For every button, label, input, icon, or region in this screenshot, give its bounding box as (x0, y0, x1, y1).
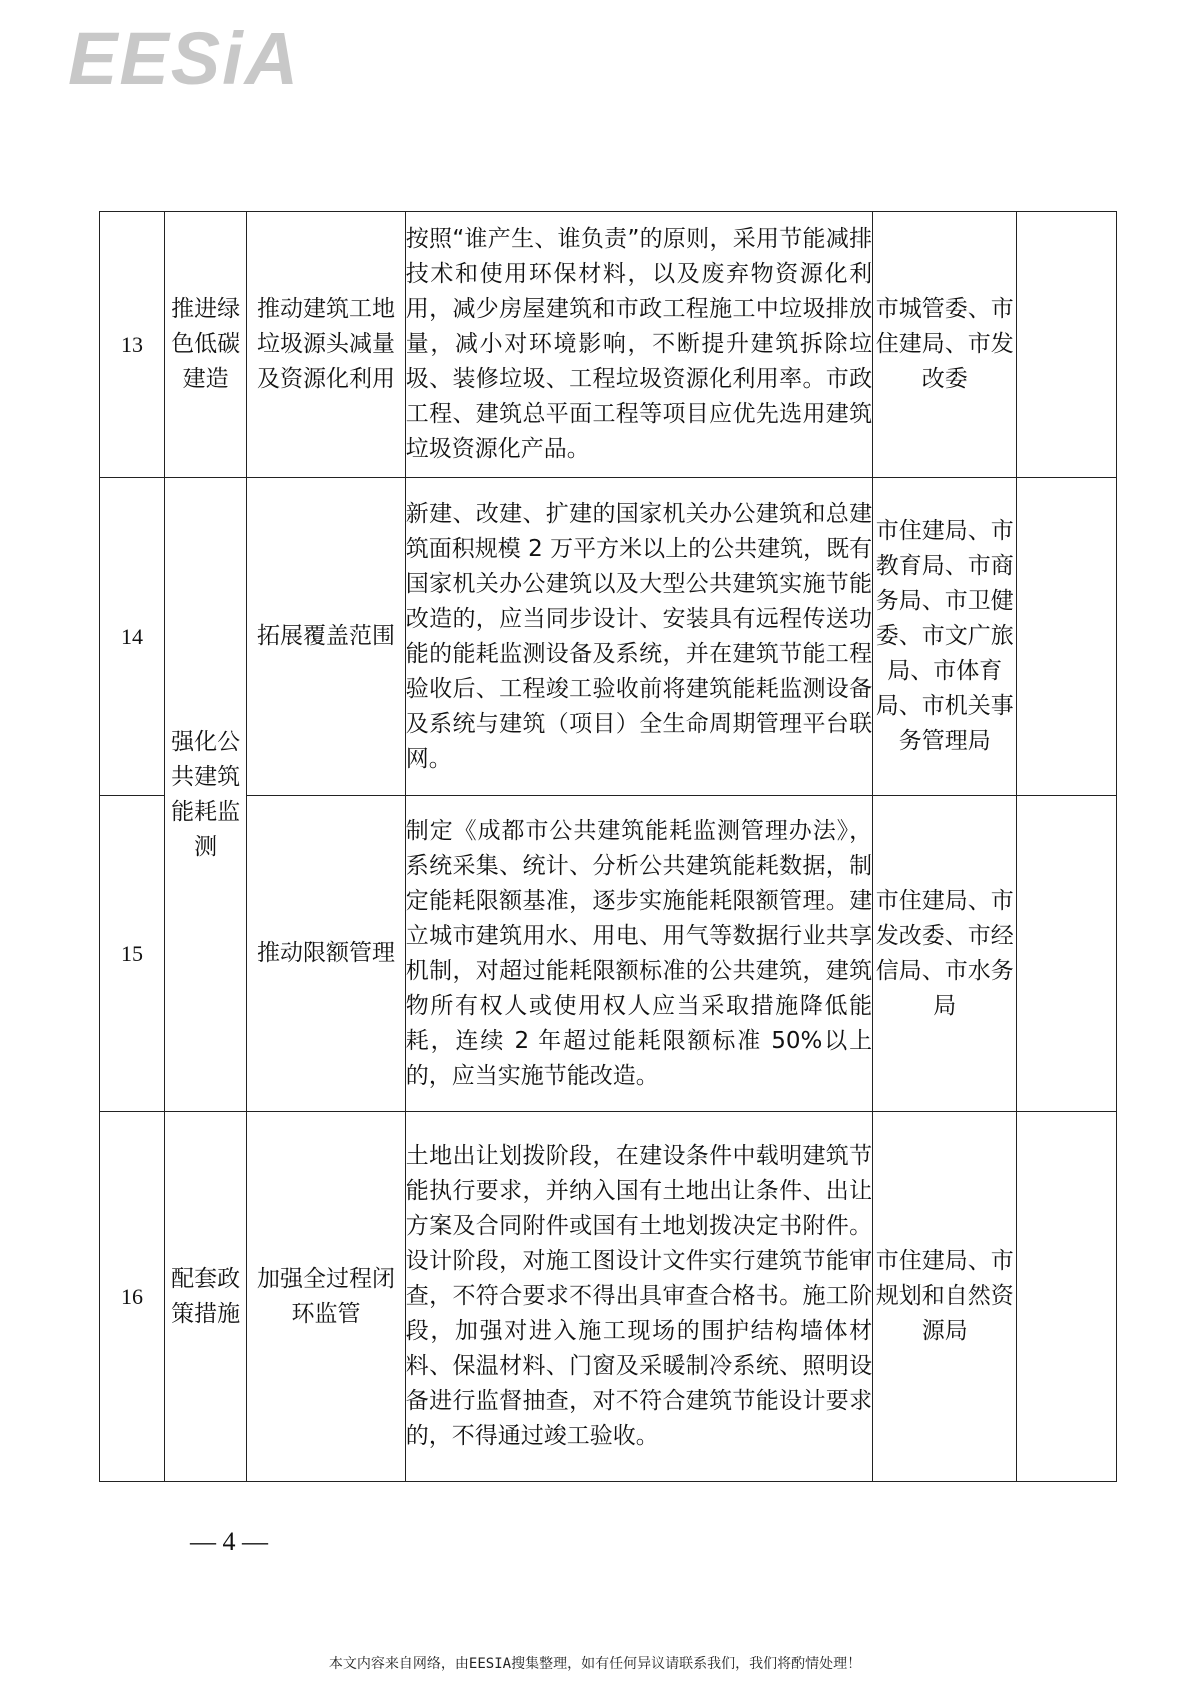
eesia-logo: EESiA (68, 17, 301, 100)
row-number: 13 (100, 212, 165, 478)
row-number: 14 (100, 478, 165, 796)
page-number: — 4 — (190, 1527, 268, 1556)
department-cell: 市城管委、市住建局、市发改委 (873, 212, 1017, 478)
task-cell: 拓展覆盖范围 (247, 478, 405, 796)
content-cell: 按照“谁产生、谁负责”的原则，采用节能减排技术和使用环保材料，以及废弃物资源化利用，减少房屋建筑和市政工程施工中垃圾排放量，减小对环境影响，不断提升建筑拆除垃圾、装修垃圾、工程垃圾资源化利用率。市政工程、建筑总平面工程等项目应优先选用建筑垃圾资源化产品。 (405, 212, 872, 478)
task-cell: 推动建筑工地垃圾源头减量及资源化利用 (247, 212, 405, 478)
table-row (100, 796, 1117, 1112)
note-cell (1017, 1112, 1117, 1482)
task-cell: 推动限额管理 (247, 796, 405, 1112)
table-row (100, 1112, 1117, 1482)
row-number: 15 (100, 796, 165, 1112)
table-row (100, 212, 1117, 478)
category-cell: 配套政策措施 (165, 1112, 247, 1482)
note-cell (1017, 478, 1117, 796)
footer-disclaimer: 本文内容来自网络，由EESIA搜集整理，如有任何异议请联系我们，我们将酌情处理！ (328, 1656, 862, 1672)
department-cell: 市住建局、市教育局、市商务局、市卫健委、市文广旅局、市体育局、市机关事务管理局 (873, 478, 1017, 796)
department-cell: 市住建局、市规划和自然资源局 (873, 1112, 1017, 1482)
note-cell (1017, 212, 1117, 478)
row-number: 16 (100, 1112, 165, 1482)
table-row (100, 478, 1117, 796)
department-cell: 市住建局、市发改委、市经信局、市水务局 (873, 796, 1017, 1112)
content-cell: 土地出让划拨阶段，在建设条件中载明建筑节能执行要求，并纳入国有土地出让条件、出让方案及合同附件或国有土地划拨决定书附件。设计阶段，对施工图设计文件实行建筑节能审查，不符合要求不得出具审查合格书。施工阶段，加强对进入施工现场的围护结构墙体材料、保温材料、门窗及采暖制冷系统、照明设备进行监督抽查，对不符合建筑节能设计要求的，不得通过竣工验收。 (405, 1112, 872, 1482)
note-cell (1017, 796, 1117, 1112)
measures-table (99, 211, 1117, 1482)
category-cell: 强化公共建筑能耗监测 (165, 478, 247, 1112)
content-cell: 新建、改建、扩建的国家机关办公建筑和总建筑面积规模 2 万平方米以上的公共建筑，既有国家机关办公建筑以及大型公共建筑实施节能改造的，应当同步设计、安装具有远程传送功能的能耗监测设备及系统，并在建筑节能工程验收后、工程竣工验收前将建筑能耗监测设备及系统与建筑（项目）全生命周期管理平台联网。 (405, 478, 872, 796)
content-cell: 制定《成都市公共建筑能耗监测管理办法》，系统采集、统计、分析公共建筑能耗数据，制定能耗限额基准，逐步实施能耗限额管理。建立城市建筑用水、用电、用气等数据行业共享机制，对超过能耗限额标准的公共建筑，建筑物所有权人或使用权人应当采取措施降低能耗，连续 2 年超过能耗限额标准 50%以上的，应当实施节能改造。 (405, 796, 872, 1112)
task-cell: 加强全过程闭环监管 (247, 1112, 405, 1482)
category-cell: 推进绿色低碳建造 (165, 212, 247, 478)
